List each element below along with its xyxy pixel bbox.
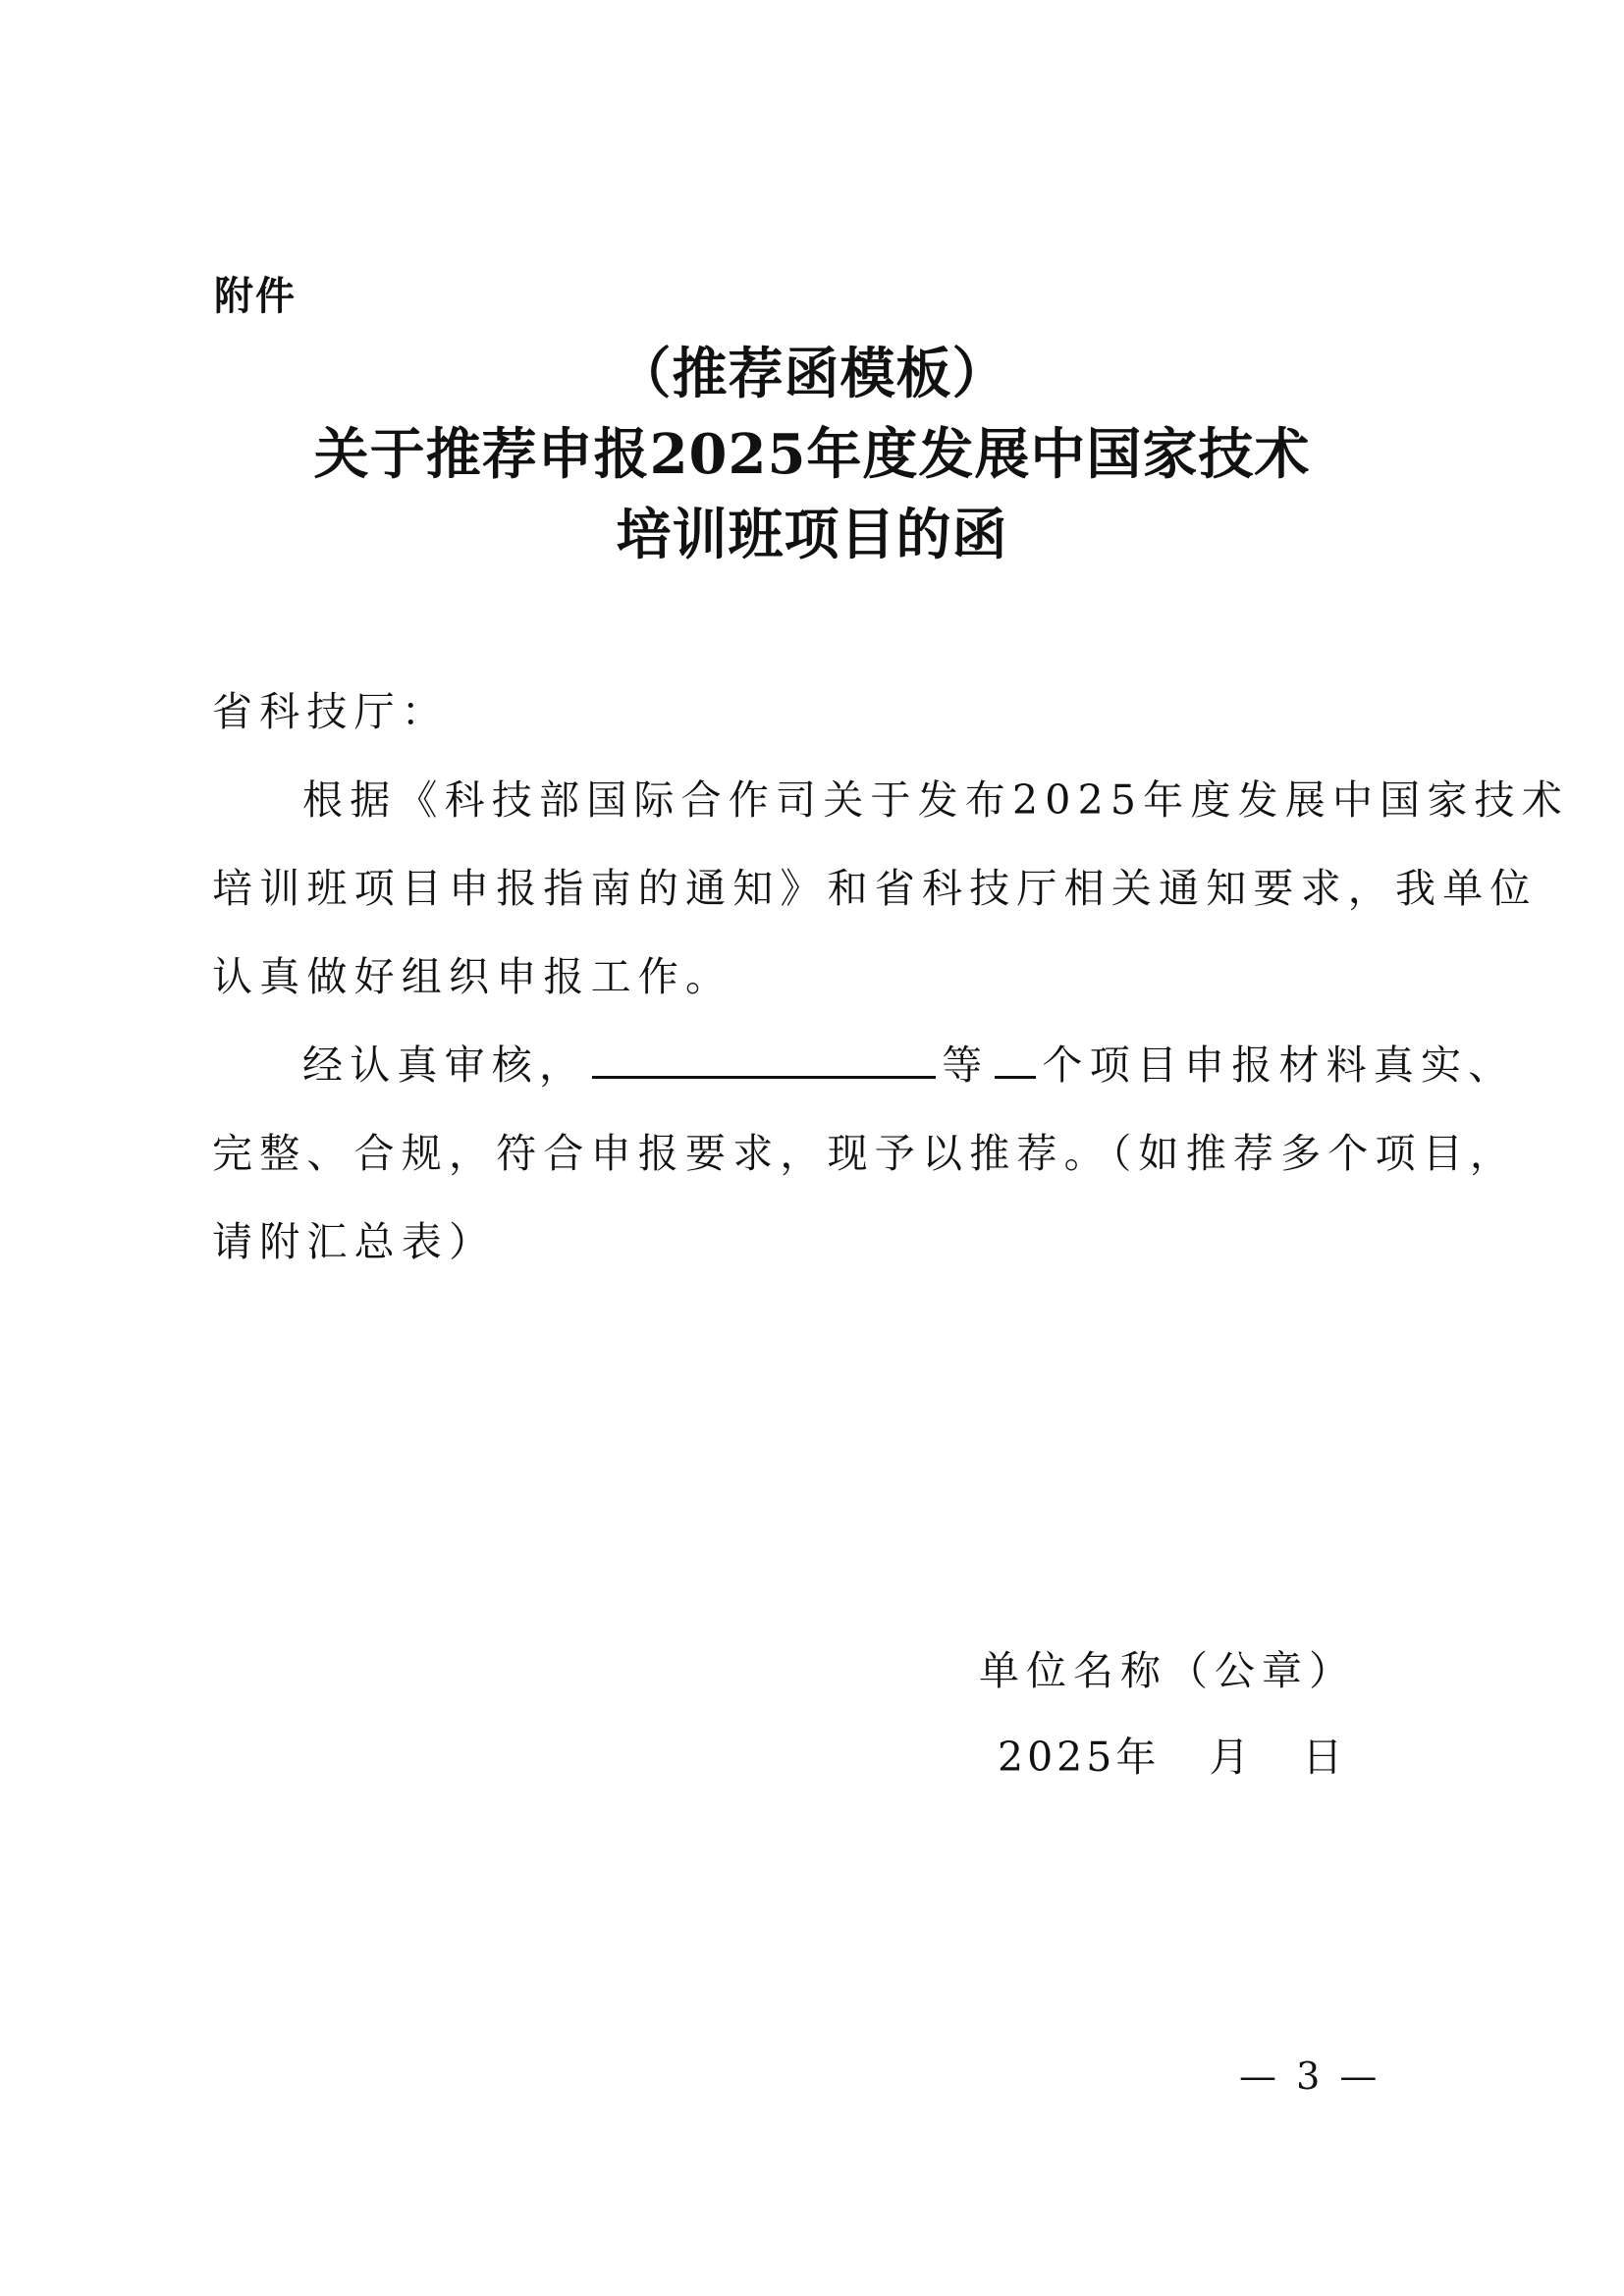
project-count-blank — [995, 1042, 1036, 1079]
paragraph-2 — [212, 1021, 1518, 1286]
project-name-blank — [592, 1042, 936, 1079]
title-line-1: （推荐函模板） — [616, 342, 1008, 406]
paragraph-1-line-1: 根据《科技部国际合作司关于发布2025年度发展中国家技术 — [302, 776, 1569, 824]
paragraph-1-line-3: 认真做好组织申报工作。 — [212, 953, 733, 1000]
title-line-2: 关于推荐申报2025年度发展中国家技术 — [313, 422, 1311, 487]
signature-date — [998, 1728, 1346, 1787]
signature-month: 月 — [1209, 1734, 1254, 1781]
attachment-label: 附件 — [214, 274, 297, 319]
paragraph-2-line-1 — [212, 1021, 1516, 1109]
page-number: — 3 — — [1239, 2055, 1381, 2098]
paragraph-2-line-3: 请附汇总表） — [212, 1218, 497, 1265]
paragraph-2-prefix: 经认真审核， — [302, 1041, 587, 1089]
title-line-3: 培训班项目的函 — [616, 503, 1008, 567]
paragraph-2-middle: 等 — [942, 1041, 990, 1089]
signature-day: 日 — [1302, 1734, 1347, 1781]
signature-unit: 单位名称（公章） — [979, 1647, 1356, 1694]
signature-year: 2025年 — [998, 1734, 1161, 1781]
paragraph-1 — [212, 756, 1569, 1021]
paragraph-2-line-2: 完整、合规，符合申报要求，现予以推荐。（如推荐多个项目， — [212, 1130, 1518, 1177]
paragraph-1-line-2: 培训班项目申报指南的通知》和省科技厅相关通知要求，我单位 — [212, 865, 1538, 912]
paragraph-2-suffix: 个项目申报材料真实、 — [1042, 1041, 1516, 1089]
salutation: 省科技厅： — [212, 688, 449, 735]
